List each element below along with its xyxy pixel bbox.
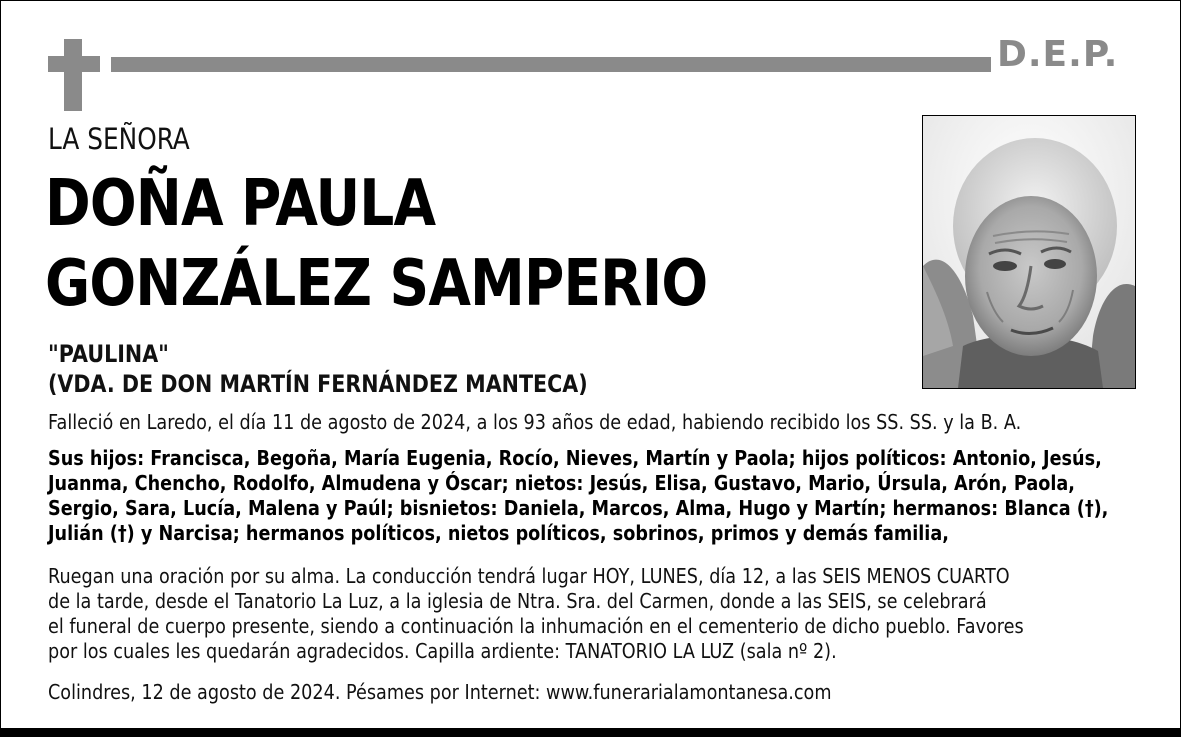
cross-icon (48, 39, 100, 111)
family-line: Juanma, Chencho, Rodolfo, Almudena y Óscar; nietos: Jesús, Elisa, Gustavo, Mario, Úrsula, Arón, Paola, (48, 471, 1075, 495)
death-notice: Falleció en Laredo, el día 11 de agosto de 2024, a los 93 años de edad, habiendo recibido los SS. SS. y la B. A. (48, 410, 1022, 434)
family-line: Sergio, Sara, Lucía, Malena y Paúl; bisnietos: Daniela, Marcos, Alma, Hugo y Martín; hermanos: Blanca (†), (48, 496, 1109, 520)
portrait-photo (922, 115, 1136, 389)
service-line: por los cuales les quedarán agradecidos. Capilla ardiente: TANATORIO LA LUZ (sala nº 2). (48, 639, 837, 663)
service-line: de la tarde, desde el Tanatorio La Luz, a la iglesia de Ntra. Sra. del Carmen, donde a las SEIS, se celebrará (48, 589, 987, 613)
honorific: LA SEÑORA (48, 122, 190, 156)
service-details (48, 564, 1106, 664)
family-line: Julián (†) y Narcisa; hermanos políticos, nietos políticos, sobrinos, primos y demás familia, (48, 521, 949, 545)
service-line: el funeral de cuerpo presente, siendo a continuación la inhumación en el cementerio de dicho pueblo. Favores (48, 614, 1024, 638)
closing-line: Colindres, 12 de agosto de 2024. Pésames por Internet: www.funerarialamontanesa.com (48, 680, 832, 704)
family-line: Sus hijos: Francisca, Begoña, María Eugenia, Rocío, Nieves, Martín y Paola; hijos políticos: Antonio, Jesús, (48, 446, 1102, 470)
header-divider (111, 57, 991, 72)
widow-of: (VDA. DE DON MARTÍN FERNÁNDEZ MANTECA) (48, 370, 588, 398)
nickname: "PAULINA" (48, 340, 169, 368)
family-list (48, 446, 1109, 546)
bottom-border (1, 728, 1180, 736)
service-line: Ruegan una oración por su alma. La conducción tendrá lugar HOY, LUNES, día 12, a las SEIS MENOS CUARTO (48, 564, 1010, 588)
dep-label: D.E.P. (997, 34, 1119, 75)
deceased-name-line-1: DOÑA PAULA (45, 167, 436, 241)
deceased-name-line-2: GONZÁLEZ SAMPERIO (45, 247, 708, 321)
